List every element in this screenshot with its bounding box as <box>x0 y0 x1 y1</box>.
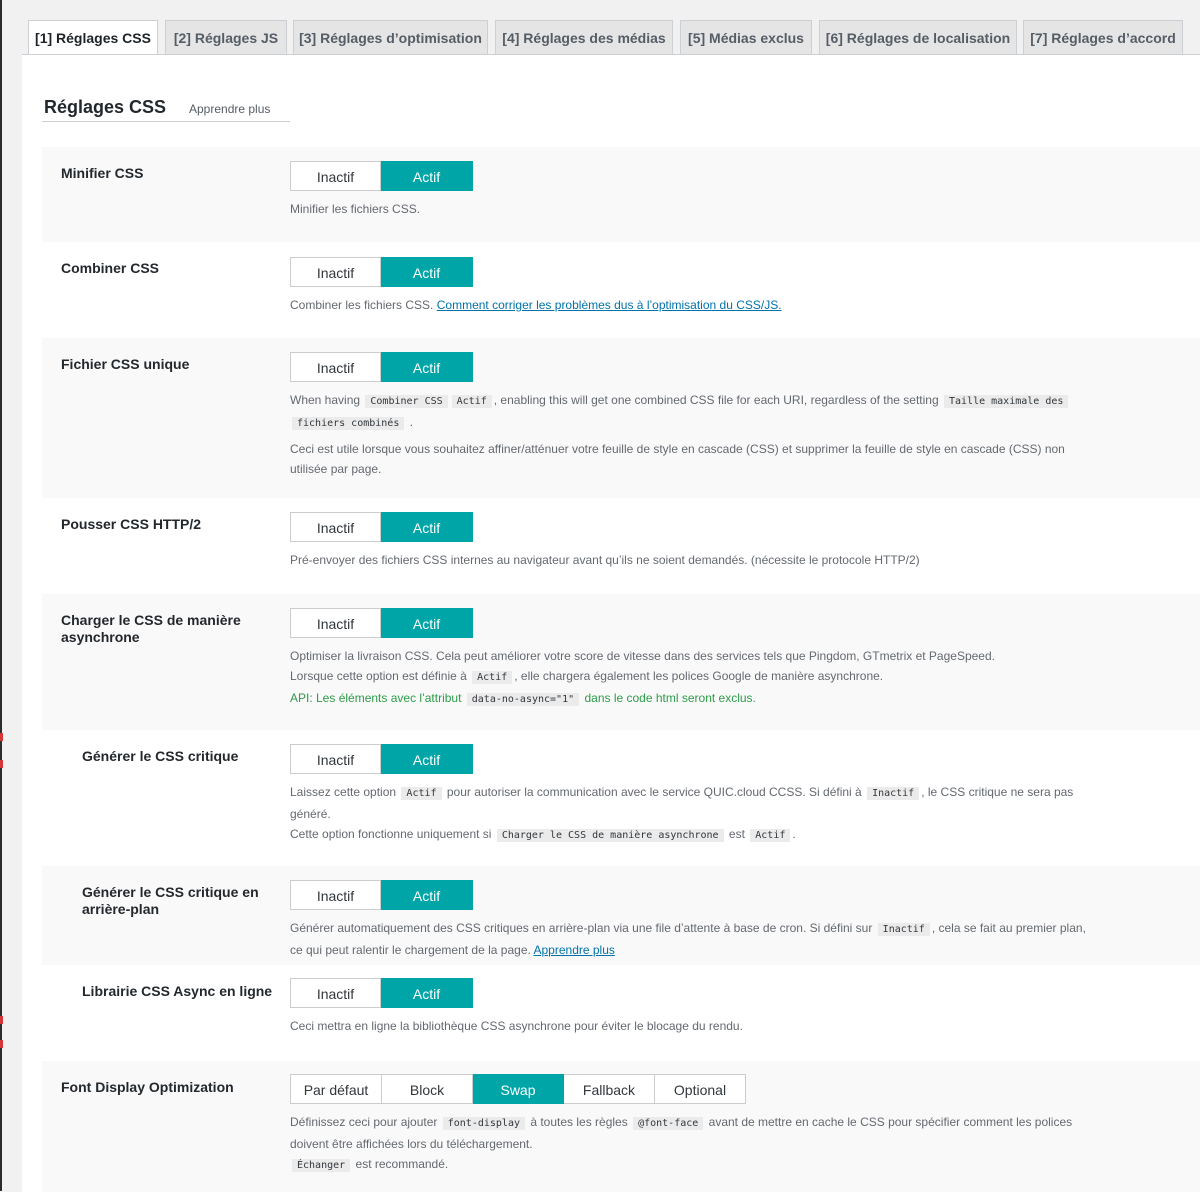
minify-css-toggle <box>290 161 473 191</box>
section-header <box>42 97 290 122</box>
setting-description <box>290 918 1090 960</box>
notification-marker <box>0 760 3 768</box>
description-text: , le CSS critique ne sera pas <box>921 785 1074 799</box>
inactive-option[interactable]: Inactif <box>290 512 381 542</box>
font-option-fallback[interactable]: Fallback <box>564 1074 655 1104</box>
setting-label: Fichier CSS unique <box>61 356 190 372</box>
inline-async-lib-toggle <box>290 978 473 1008</box>
code-active: Actif <box>401 787 441 800</box>
code-combined-files: fichiers combinés <box>292 417 404 430</box>
critical-css-toggle <box>290 744 473 774</box>
description-text: ce qui peut ralentir le chargement de la page. <box>290 943 531 957</box>
code-active: Actif <box>472 671 512 684</box>
page-title: Réglages CSS <box>44 97 167 117</box>
description-text: , cela se fait au premier plan, <box>931 921 1086 935</box>
code-font-face: @font-face <box>633 1117 703 1130</box>
description-text: Optimiser la livraison CSS. Cela peut améliorer votre score de vitesse dans des services tels que Pingdom, GTmetrix et PageSpeed. <box>290 649 995 663</box>
setting-label: Charger le CSS de manière asynchrone <box>61 612 241 645</box>
description-text: , elle chargera également les polices Google de manière asynchrone. <box>514 669 884 683</box>
code-max-size: Taille maximale des <box>944 395 1068 408</box>
setting-font-display <box>42 1061 1200 1192</box>
setting-description <box>290 199 1090 219</box>
description-text: Laissez cette option <box>290 785 397 799</box>
description-text: Pré-envoyer des fichiers CSS internes au navigateur avant qu’ils ne soient demandés. (nécessite le protocole HTTP/2) <box>290 553 920 567</box>
setting-minify-css <box>42 147 1200 242</box>
setting-push-css <box>42 498 1200 594</box>
code-active: Actif <box>452 395 492 408</box>
setting-label: Générer le CSS critique <box>82 748 239 764</box>
inactive-option[interactable]: Inactif <box>290 744 381 774</box>
code-inactive: Inactif <box>878 923 930 936</box>
tab-css-settings[interactable]: [1] Réglages CSS <box>28 20 158 55</box>
push-css-toggle <box>290 512 473 542</box>
setting-unique-css <box>42 338 1200 498</box>
unique-css-toggle <box>290 352 473 382</box>
font-display-selector <box>290 1074 746 1104</box>
description-text: Ceci mettra en ligne la bibliothèque CSS asynchrone pour éviter le blocage du rendu. <box>290 1019 743 1033</box>
active-option[interactable]: Actif <box>381 978 473 1008</box>
description-text: Cette option fonctionne uniquement si <box>290 827 492 841</box>
setting-label: Pousser CSS HTTP/2 <box>61 516 202 532</box>
setting-label: Combiner CSS <box>61 260 160 276</box>
learn-more-link[interactable]: Apprendre plus <box>189 102 271 116</box>
left-gutter <box>0 0 22 1191</box>
inactive-option[interactable]: Inactif <box>290 257 381 287</box>
setting-label: Générer le CSS critique en arrière-plan <box>82 884 259 917</box>
code-font-display: font-display <box>443 1117 525 1130</box>
active-option[interactable]: Actif <box>381 161 473 191</box>
description-text: When having <box>290 393 361 407</box>
tab-tuning-settings[interactable]: [7] Réglages d’accord <box>1023 20 1183 54</box>
setting-combine-css <box>42 242 1200 338</box>
critical-css-background-toggle <box>290 880 473 910</box>
description-text: à toutes les règles <box>530 1115 628 1129</box>
description-text: Minifier les fichiers CSS. <box>290 202 421 216</box>
description-text: Ceci est utile lorsque vous souhaitez affiner/atténuer votre feuille de style en cascade (CSS) et supprimer la feuille de style en cascade (CSS) non <box>290 442 1065 456</box>
active-option[interactable]: Actif <box>381 257 473 287</box>
description-text: Générer automatiquement des CSS critiques en arrière-plan via une file d’attente à base de cron. Si défini sur <box>290 921 873 935</box>
description-text: . <box>792 827 796 841</box>
description-text: . <box>409 415 414 429</box>
setting-label: Minifier CSS <box>61 165 144 181</box>
description-text: est <box>728 827 745 841</box>
active-option[interactable]: Actif <box>381 880 473 910</box>
async-css-toggle <box>290 608 473 638</box>
api-note: API: Les éléments avec l’attribut <box>290 691 462 705</box>
active-option[interactable]: Actif <box>381 744 473 774</box>
font-option-default[interactable]: Par défaut <box>290 1074 382 1104</box>
description-text: est recommandé. <box>355 1157 449 1171</box>
setting-description <box>290 295 1090 315</box>
tab-media-excludes[interactable]: [5] Médias exclus <box>680 20 812 54</box>
setting-async-css <box>42 594 1200 730</box>
api-note: dans le code html seront exclus. <box>584 691 756 705</box>
code-swap: Échanger <box>292 1159 350 1172</box>
tab-media-settings[interactable]: [4] Réglages des médias <box>495 20 673 54</box>
notification-marker <box>0 1016 3 1024</box>
tab-js-settings[interactable]: [2] Réglages JS <box>165 20 287 54</box>
code-combine-css: Combiner CSS <box>365 395 447 408</box>
code-async-css-setting: Charger le CSS de manière asynchrone <box>497 829 724 842</box>
description-text: , enabling this will get one combined CSS file for each URI, regardless of the setting <box>493 393 939 407</box>
combine-css-toggle <box>290 257 473 287</box>
setting-description <box>290 550 1090 570</box>
description-text: doivent être affichées lors du téléchargement. <box>290 1137 533 1151</box>
setting-inline-async-lib <box>42 965 1200 1061</box>
setting-description <box>290 782 1090 846</box>
tab-optimization-settings[interactable]: [3] Réglages d’optimisation <box>293 20 488 54</box>
fix-css-js-issues-link[interactable]: Comment corriger les problèmes dus à l’optimisation du CSS/JS. <box>436 298 782 312</box>
description-text: Définissez ceci pour ajouter <box>290 1115 438 1129</box>
setting-critical-css-background <box>42 866 1200 965</box>
inactive-option[interactable]: Inactif <box>290 161 381 191</box>
font-option-block[interactable]: Block <box>382 1074 473 1104</box>
setting-description <box>290 1016 1090 1036</box>
learn-more-link[interactable]: Apprendre plus <box>533 943 615 957</box>
description-text: généré. <box>290 807 331 821</box>
description-text: pour autoriser la communication avec le service QUIC.cloud CCSS. Si défini à <box>446 785 862 799</box>
active-option[interactable]: Actif <box>381 608 473 638</box>
notification-marker <box>0 733 3 741</box>
inactive-option[interactable]: Inactif <box>290 880 381 910</box>
setting-critical-css <box>42 730 1200 866</box>
admin-sidebar-edge <box>0 0 2 1191</box>
notification-marker <box>0 1040 3 1048</box>
font-option-optional[interactable]: Optional <box>655 1074 746 1104</box>
setting-label: Librairie CSS Async en ligne <box>82 983 273 999</box>
description-text: avant de mettre en cache le CSS pour spécifier comment les polices <box>708 1115 1073 1129</box>
inactive-option[interactable]: Inactif <box>290 608 381 638</box>
settings-panel <box>22 54 1200 1192</box>
description-text: utilisée par page. <box>290 462 382 476</box>
code-active: Actif <box>750 829 790 842</box>
code-no-async-attr: data-no-async="1" <box>467 693 579 706</box>
active-option[interactable]: Actif <box>381 352 473 382</box>
description-text: Lorsque cette option est définie à <box>290 669 467 683</box>
description-text: Combiner les fichiers CSS. <box>290 298 434 312</box>
active-option[interactable]: Actif <box>381 512 473 542</box>
inactive-option[interactable]: Inactif <box>290 978 381 1008</box>
setting-label: Font Display Optimization <box>61 1079 234 1095</box>
inactive-option[interactable]: Inactif <box>290 352 381 382</box>
setting-description <box>290 1112 1090 1176</box>
code-inactive: Inactif <box>867 787 919 800</box>
setting-description <box>290 646 1090 710</box>
tab-localization-settings[interactable]: [6] Réglages de localisation <box>819 20 1017 54</box>
setting-description <box>290 390 1090 479</box>
font-option-swap[interactable]: Swap <box>473 1074 564 1104</box>
